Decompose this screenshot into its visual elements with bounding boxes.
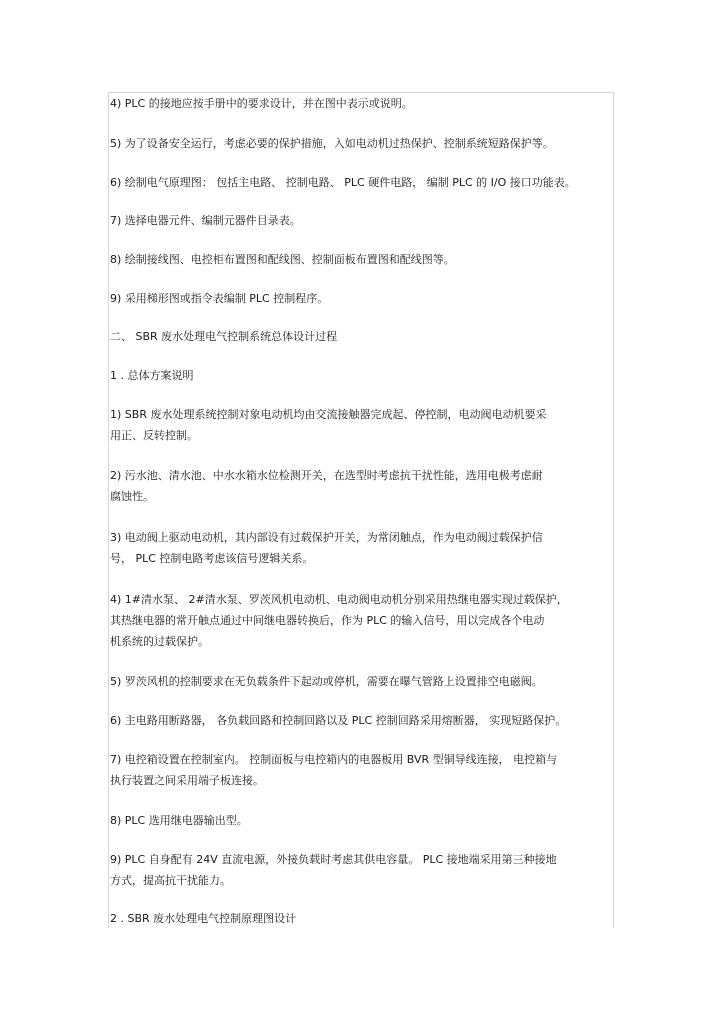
- text-line: 9) PLC 自身配有 24V 直流电源，外接负载时考虑其供电容量。 PLC 接地端采用第三种接地: [110, 853, 557, 866]
- text-line: 9) 采用梯形图或指令表编制 PLC 控制程序。: [110, 292, 329, 305]
- paragraph: [110, 527, 615, 569]
- paragraph: [110, 172, 615, 193]
- paragraph: [110, 210, 615, 231]
- text-line: 4) PLC 的接地应按手册中的要求设计，并在图中表示或说明。: [110, 97, 413, 110]
- text-line: 2) 污水池、清水池、中水水箱水位检测开关，在选型时考虑抗干扰性能，选用电极考虑耐: [110, 469, 543, 482]
- text-line: 3) 电动阀上驱动电动机，其内部设有过载保护开关，为常闭触点，作为电动阀过载保护信: [110, 531, 543, 544]
- paragraph: [110, 589, 615, 652]
- subsection-heading: [110, 908, 615, 929]
- text-line: 机系统的过载保护。: [110, 635, 209, 648]
- subsection-heading: [110, 365, 615, 386]
- page-frame-left-border: [108, 92, 109, 928]
- text-line: 号， PLC 控制电路考虑该信号逻辑关系。: [110, 552, 314, 565]
- paragraph: [110, 249, 615, 270]
- text-line: 1) SBR 废水处理系统控制对象电动机均由交流接触器完成起、停控制，电动阀电动机要采: [110, 408, 547, 421]
- paragraph: [110, 810, 615, 831]
- text-line: 6) 主电路用断路器， 各负载回路和控制回路以及 PLC 控制回路采用熔断器， 实现短路保护。: [110, 714, 567, 727]
- paragraph: [110, 849, 615, 891]
- text-line: 4) 1#清水泵、 2#清水泵、罗茨风机电动机、电动阀电动机分别采用热继电器实现过载保护，: [110, 593, 568, 606]
- text-line: 腐蚀性。: [110, 490, 154, 503]
- paragraph: [110, 133, 615, 154]
- text-line: 6) 绘制电气原理图： 包括主电路、 控制电路、 PLC 硬件电路， 编制 PLC 的 I/O 接口功能表。: [110, 176, 576, 189]
- paragraph: [110, 749, 615, 791]
- text-line: 1 . 总体方案说明: [110, 369, 194, 382]
- paragraph: [110, 288, 615, 309]
- text-line: 执行装置之间采用端子板连接。: [110, 774, 264, 787]
- text-line: 其热继电器的常开触点通过中间继电器转换后，作为 PLC 的输入信号，用以完成各个电动: [110, 614, 545, 627]
- paragraph: [110, 404, 615, 446]
- text-line: 2 . SBR 废水处理电气控制原理图设计: [110, 912, 297, 925]
- text-line: 7) 电控箱设置在控制室内。 控制面板与电控箱内的电器板用 BVR 型铜导线连接， 电控箱与: [110, 753, 558, 766]
- text-line: 8) PLC 选用继电器输出型。: [110, 814, 248, 827]
- paragraph: [110, 93, 615, 114]
- paragraph: [110, 710, 615, 731]
- paragraph: [110, 465, 615, 507]
- section-heading: [110, 326, 615, 347]
- text-line: 二、 SBR 废水处理电气控制系统总体设计过程: [110, 330, 338, 343]
- text-line: 7) 选择电器元件、编制元器件目录表。: [110, 214, 301, 227]
- text-line: 8) 绘制接线图、电控柜布置图和配线图、控制面板布置图和配线图等。: [110, 253, 455, 266]
- text-line: 5) 为了设备安全运行，考虑必要的保护措施，入如电动机过热保护、控制系统短路保护等。: [110, 137, 554, 150]
- text-line: 用正、反转控制。: [110, 429, 198, 442]
- text-line: 5) 罗茨风机的控制要求在无负载条件下起动或停机，需要在曝气管路上设置排空电磁阀。: [110, 675, 543, 688]
- paragraph: [110, 671, 615, 692]
- text-line: 方式，提高抗干扰能力。: [110, 874, 231, 887]
